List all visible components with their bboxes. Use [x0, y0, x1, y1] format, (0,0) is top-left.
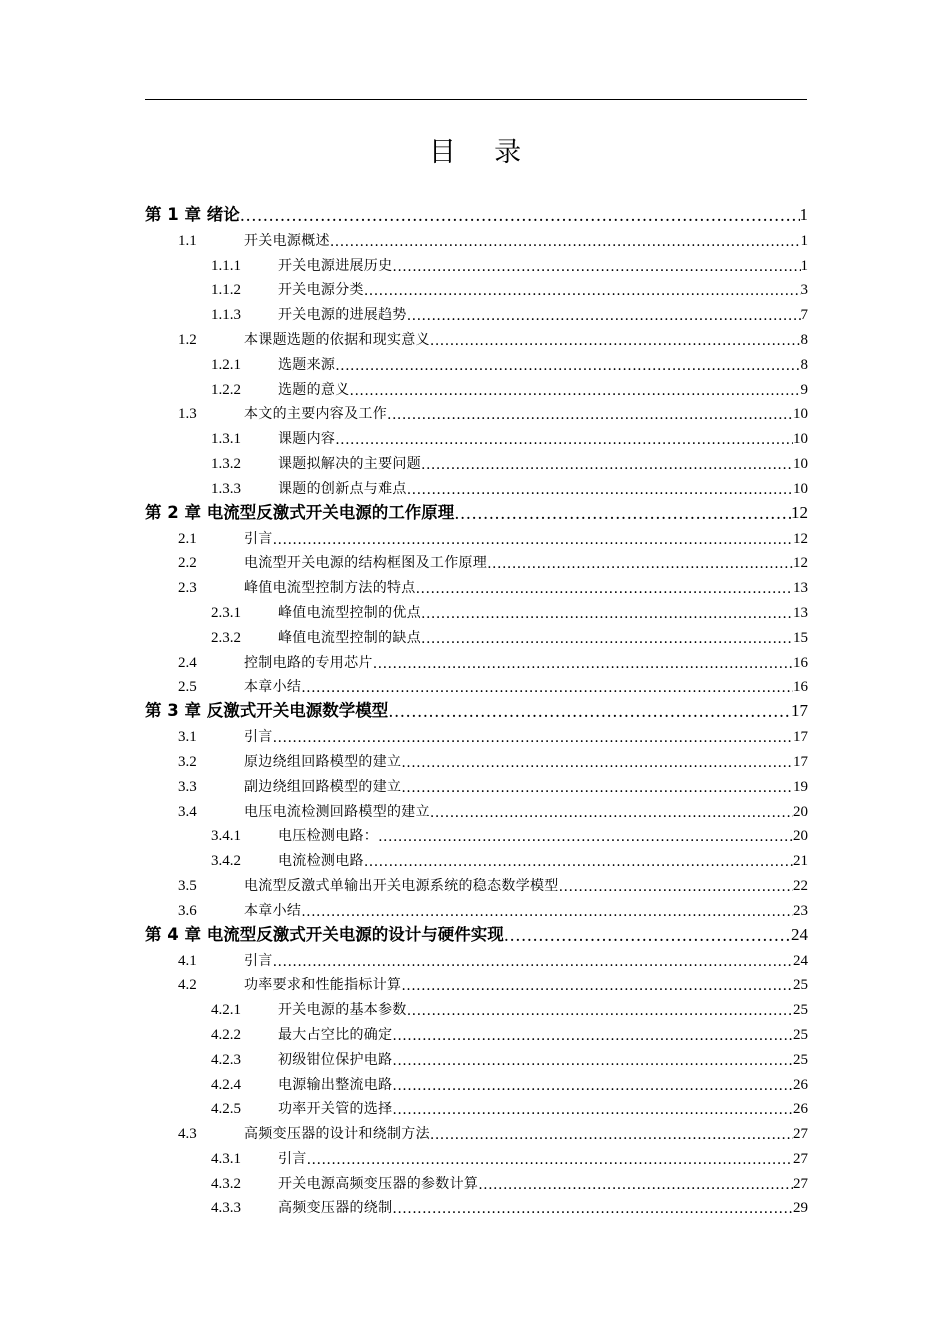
- toc-entry-title: 开关电源进展历史: [278, 257, 393, 274]
- toc-page-number: 21: [793, 853, 808, 870]
- toc-entry[interactable]: [145, 349, 808, 374]
- toc-dot-leader: [387, 407, 793, 423]
- toc-entry[interactable]: [145, 523, 808, 548]
- toc-entry-number: 1.1.3: [211, 307, 241, 324]
- toc-entry-title: 本课题选题的依据和现实意义: [244, 331, 430, 348]
- toc-entry-title: 高频变压器的设计和绕制方法: [244, 1126, 430, 1143]
- toc-entry[interactable]: [145, 970, 808, 995]
- toc-entry-title: 控制电路的专用芯片: [244, 654, 373, 671]
- toc-entry[interactable]: [145, 275, 808, 300]
- toc-entry[interactable]: [145, 1118, 808, 1143]
- toc-entry-number: 1.2.2: [211, 381, 241, 398]
- toc-dot-leader: [430, 805, 793, 821]
- toc-entry-number: 2.1: [178, 530, 197, 547]
- toc-entry-title: 本章小结: [244, 902, 302, 919]
- toc-entry-number: 4.2.3: [211, 1051, 241, 1068]
- toc-page-number: 17: [791, 701, 808, 721]
- toc-entry[interactable]: [145, 821, 808, 846]
- toc-page-number: 8: [800, 331, 808, 348]
- toc-entry[interactable]: [145, 299, 808, 324]
- toc-dot-leader: [273, 730, 793, 746]
- toc-dot-leader: [378, 829, 793, 845]
- toc-entry-title: 课题内容: [278, 431, 336, 448]
- toc-dot-leader: [373, 656, 793, 672]
- toc-page-number: 10: [793, 455, 808, 472]
- toc-entry-title: 功率要求和性能指标计算: [244, 977, 402, 994]
- toc-entry-title: 本章小结: [244, 679, 302, 696]
- toc-page-number: 20: [793, 828, 808, 845]
- toc-page-number: 23: [793, 902, 808, 919]
- toc-page-number: 26: [793, 1076, 808, 1093]
- toc-entry-number: 4.1: [178, 952, 197, 969]
- toc-chapter-entry[interactable]: [145, 696, 808, 721]
- toc-entry-title: 电流型反激式单输出开关电源系统的稳态数学模型: [244, 877, 559, 894]
- toc-page-number: 12: [793, 555, 808, 572]
- toc-dot-leader: [407, 1003, 793, 1019]
- toc-entry-title: 最大占空比的确定: [278, 1026, 393, 1043]
- toc-entry-title: 第 2 章 电流型反激式开关电源的工作原理: [145, 502, 455, 522]
- toc-dot-leader: [407, 482, 793, 498]
- toc-entry[interactable]: [145, 994, 808, 1019]
- toc-entry-number: 1.2: [178, 331, 197, 348]
- toc-entry-title: 开关电源的进展趋势: [278, 307, 407, 324]
- toc-entry-title: 第 3 章 反激式开关电源数学模型: [145, 701, 389, 721]
- toc-entry-number: 2.3.2: [211, 629, 241, 646]
- toc-page-number: 9: [800, 381, 808, 398]
- toc-entry-title: 开关电源的基本参数: [278, 1002, 407, 1019]
- toc-page-number: 26: [793, 1101, 808, 1118]
- toc-dot-leader: [416, 581, 793, 597]
- toc-page-number: 24: [791, 924, 808, 944]
- toc-page-number: 17: [793, 753, 808, 770]
- toc-page-number: 20: [793, 803, 808, 820]
- toc-entry-number: 2.3: [178, 580, 197, 597]
- toc-entry-title: 引言: [244, 729, 273, 746]
- header-rule: [145, 99, 807, 100]
- toc-dot-leader: [335, 358, 800, 374]
- toc-entry-number: 2.2: [178, 555, 197, 572]
- toc-entry[interactable]: [145, 796, 808, 821]
- toc-entry-number: 1.1.2: [211, 282, 241, 299]
- toc-entry-title: 峰值电流型控制的缺点: [278, 629, 421, 646]
- toc-entry-title: 引言: [278, 1150, 307, 1167]
- toc-entry-number: 1.3.2: [211, 455, 241, 472]
- toc-dot-leader: [273, 954, 793, 970]
- toc-entry[interactable]: [145, 945, 808, 970]
- toc-entry-number: 2.3.1: [211, 604, 241, 621]
- toc-dot-leader: [335, 432, 793, 448]
- toc-dot-leader: [350, 383, 801, 399]
- toc-dot-leader: [273, 532, 793, 548]
- toc-dot-leader: [430, 333, 801, 349]
- toc-page-number: 25: [793, 977, 808, 994]
- toc-entry-title: 峰值电流型控制方法的特点: [244, 580, 416, 597]
- toc-page-number: 1: [800, 257, 808, 274]
- toc-entry-title: 电流检测电路: [278, 853, 364, 870]
- toc-entry[interactable]: [145, 746, 808, 771]
- toc-page-number: 8: [800, 356, 808, 373]
- toc-dot-leader: [487, 556, 793, 572]
- toc-page-number: 13: [793, 580, 808, 597]
- toc-entry-title: 初级钳位保护电路: [278, 1051, 393, 1068]
- toc-entry-number: 4.2.5: [211, 1101, 241, 1118]
- toc-entry-title: 副边绕组回路模型的建立: [244, 778, 402, 795]
- toc-page-number: 29: [793, 1200, 808, 1217]
- toc-dot-leader: [392, 1053, 793, 1069]
- toc-dot-leader: [392, 259, 800, 275]
- toc-entry[interactable]: [145, 597, 808, 622]
- toc-entry-title: 开关电源概述: [244, 232, 330, 249]
- toc-page-number: 12: [793, 530, 808, 547]
- toc-page-number: 7: [800, 307, 808, 324]
- toc-page-number: 12: [791, 502, 808, 522]
- toc-dot-leader: [421, 606, 793, 622]
- toc-page-number: 27: [793, 1150, 808, 1167]
- toc-entry[interactable]: [145, 1044, 808, 1069]
- toc-entry-number: 3.4.1: [211, 828, 241, 845]
- toc-entry-title: 选题来源: [278, 356, 336, 373]
- toc-entry[interactable]: [145, 548, 808, 573]
- toc-entry[interactable]: [145, 324, 808, 349]
- toc-dot-leader: [392, 1028, 793, 1044]
- toc-page-number: 19: [793, 778, 808, 795]
- toc-entry-title: 高频变压器的绕制: [278, 1200, 393, 1217]
- toc-entry-number: 4.3: [178, 1126, 197, 1143]
- toc-entry[interactable]: [145, 870, 808, 895]
- toc-entry[interactable]: [145, 1193, 808, 1218]
- toc-dot-leader: [392, 1201, 793, 1217]
- page-title: 目 录: [428, 137, 536, 168]
- toc-entry-number: 3.3: [178, 778, 197, 795]
- toc-entry[interactable]: [145, 225, 808, 250]
- toc-entry-title: 电压电流检测回路模型的建立: [244, 803, 430, 820]
- toc-dot-leader: [392, 1102, 793, 1118]
- toc-entry-title: 第 1 章 绪论: [145, 205, 240, 224]
- table-of-contents: [145, 200, 808, 1217]
- toc-entry-title: 开关电源高频变压器的参数计算: [278, 1175, 479, 1192]
- toc-entry-number: 3.2: [178, 753, 197, 770]
- toc-dot-leader: [421, 457, 793, 473]
- toc-entry-number: 3.4.2: [211, 853, 241, 870]
- toc-dot-leader: [307, 1152, 793, 1168]
- toc-page-number: 24: [793, 952, 808, 969]
- toc-dot-leader: [454, 504, 791, 523]
- toc-page-number: 25: [793, 1026, 808, 1043]
- toc-dot-leader: [392, 1078, 793, 1094]
- toc-page-number: 17: [793, 729, 808, 746]
- toc-dot-leader: [364, 854, 793, 870]
- toc-entry-title: 选题的意义: [278, 381, 350, 398]
- toc-dot-leader: [240, 206, 800, 225]
- toc-entry[interactable]: [145, 895, 808, 920]
- toc-chapter-entry[interactable]: [145, 498, 808, 523]
- toc-page-number: 10: [793, 431, 808, 448]
- toc-dot-leader: [559, 879, 793, 895]
- toc-page-number: 16: [793, 654, 808, 671]
- toc-entry-number: 1.3.1: [211, 431, 241, 448]
- toc-entry-number: 3.1: [178, 729, 197, 746]
- toc-entry[interactable]: [145, 845, 808, 870]
- toc-entry-title: 功率开关管的选择: [278, 1101, 393, 1118]
- toc-page-number: 15: [793, 629, 808, 646]
- toc-chapter-entry[interactable]: [145, 920, 808, 945]
- toc-dot-leader: [330, 234, 801, 250]
- toc-dot-leader: [301, 904, 793, 920]
- toc-entry[interactable]: [145, 250, 808, 275]
- toc-page-number: 22: [793, 877, 808, 894]
- toc-entry-number: 4.2.4: [211, 1076, 241, 1093]
- toc-entry[interactable]: [145, 647, 808, 672]
- toc-chapter-entry[interactable]: [145, 200, 808, 225]
- toc-entry-number: 4.3.1: [211, 1150, 241, 1167]
- toc-entry-title: 峰值电流型控制的优点: [278, 604, 421, 621]
- toc-entry[interactable]: [145, 1019, 808, 1044]
- toc-entry-number: 1.3: [178, 406, 197, 423]
- toc-dot-leader: [401, 978, 793, 994]
- toc-page-number: 27: [793, 1175, 808, 1192]
- toc-dot-leader: [430, 1127, 793, 1143]
- toc-entry[interactable]: [145, 721, 808, 746]
- toc-entry-title: 本文的主要内容及工作: [244, 406, 387, 423]
- toc-entry-title: 课题拟解决的主要问题: [278, 455, 421, 472]
- toc-entry[interactable]: [145, 1069, 808, 1094]
- toc-entry-number: 4.3.3: [211, 1200, 241, 1217]
- toc-page-number: 3: [800, 282, 808, 299]
- toc-entry-number: 1.1: [178, 232, 197, 249]
- toc-entry[interactable]: [145, 473, 808, 498]
- toc-entry-number: 4.2: [178, 977, 197, 994]
- toc-dot-leader: [504, 926, 791, 945]
- toc-entry-number: 4.2.1: [211, 1002, 241, 1019]
- toc-dot-leader: [401, 755, 793, 771]
- toc-entry[interactable]: [145, 1094, 808, 1119]
- toc-entry-title: 引言: [244, 530, 273, 547]
- toc-entry-title: 课题的创新点与难点: [278, 480, 407, 497]
- toc-entry[interactable]: [145, 1143, 808, 1168]
- toc-entry-number: 1.3.3: [211, 480, 241, 497]
- toc-entry-title: 引言: [244, 952, 273, 969]
- toc-entry-number: 4.3.2: [211, 1175, 241, 1192]
- toc-entry[interactable]: [145, 374, 808, 399]
- toc-dot-leader: [388, 702, 791, 721]
- toc-dot-leader: [364, 283, 801, 299]
- toc-page-number: 25: [793, 1051, 808, 1068]
- toc-dot-leader: [407, 308, 801, 324]
- toc-entry[interactable]: [145, 399, 808, 424]
- toc-entry-number: 4.2.2: [211, 1026, 241, 1043]
- toc-entry-number: 2.5: [178, 679, 197, 696]
- toc-dot-leader: [401, 780, 793, 796]
- toc-entry-number: 3.5: [178, 877, 197, 894]
- toc-entry[interactable]: [145, 423, 808, 448]
- toc-entry-number: 3.6: [178, 902, 197, 919]
- toc-entry[interactable]: [145, 1168, 808, 1193]
- toc-entry-title: 原边绕组回路模型的建立: [244, 753, 402, 770]
- toc-entry-title: 电压检测电路：: [278, 828, 379, 845]
- toc-dot-leader: [301, 680, 793, 696]
- toc-dot-leader: [421, 631, 793, 647]
- toc-page-number: 10: [793, 480, 808, 497]
- toc-page-number: 25: [793, 1002, 808, 1019]
- toc-entry-title: 第 4 章 电流型反激式开关电源的设计与硬件实现: [145, 924, 504, 944]
- toc-page-number: 1: [800, 232, 808, 249]
- toc-entry-number: 1.2.1: [211, 356, 241, 373]
- toc-page-number: 16: [793, 679, 808, 696]
- toc-entry-number: 3.4: [178, 803, 197, 820]
- toc-dot-leader: [478, 1177, 793, 1193]
- toc-entry[interactable]: [145, 771, 808, 796]
- toc-entry-title: 开关电源分类: [278, 282, 364, 299]
- toc-page-number: 10: [793, 406, 808, 423]
- toc-page-number: 1: [799, 205, 808, 224]
- toc-entry-title: 电源输出整流电路: [278, 1076, 393, 1093]
- toc-entry[interactable]: [145, 672, 808, 697]
- toc-page-number: 13: [793, 604, 808, 621]
- toc-entry-number: 1.1.1: [211, 257, 241, 274]
- toc-entry-number: 2.4: [178, 654, 197, 671]
- toc-entry[interactable]: [145, 448, 808, 473]
- toc-entry[interactable]: [145, 622, 808, 647]
- toc-entry-title: 电流型开关电源的结构框图及工作原理: [244, 555, 488, 572]
- toc-page-number: 27: [793, 1126, 808, 1143]
- toc-entry[interactable]: [145, 572, 808, 597]
